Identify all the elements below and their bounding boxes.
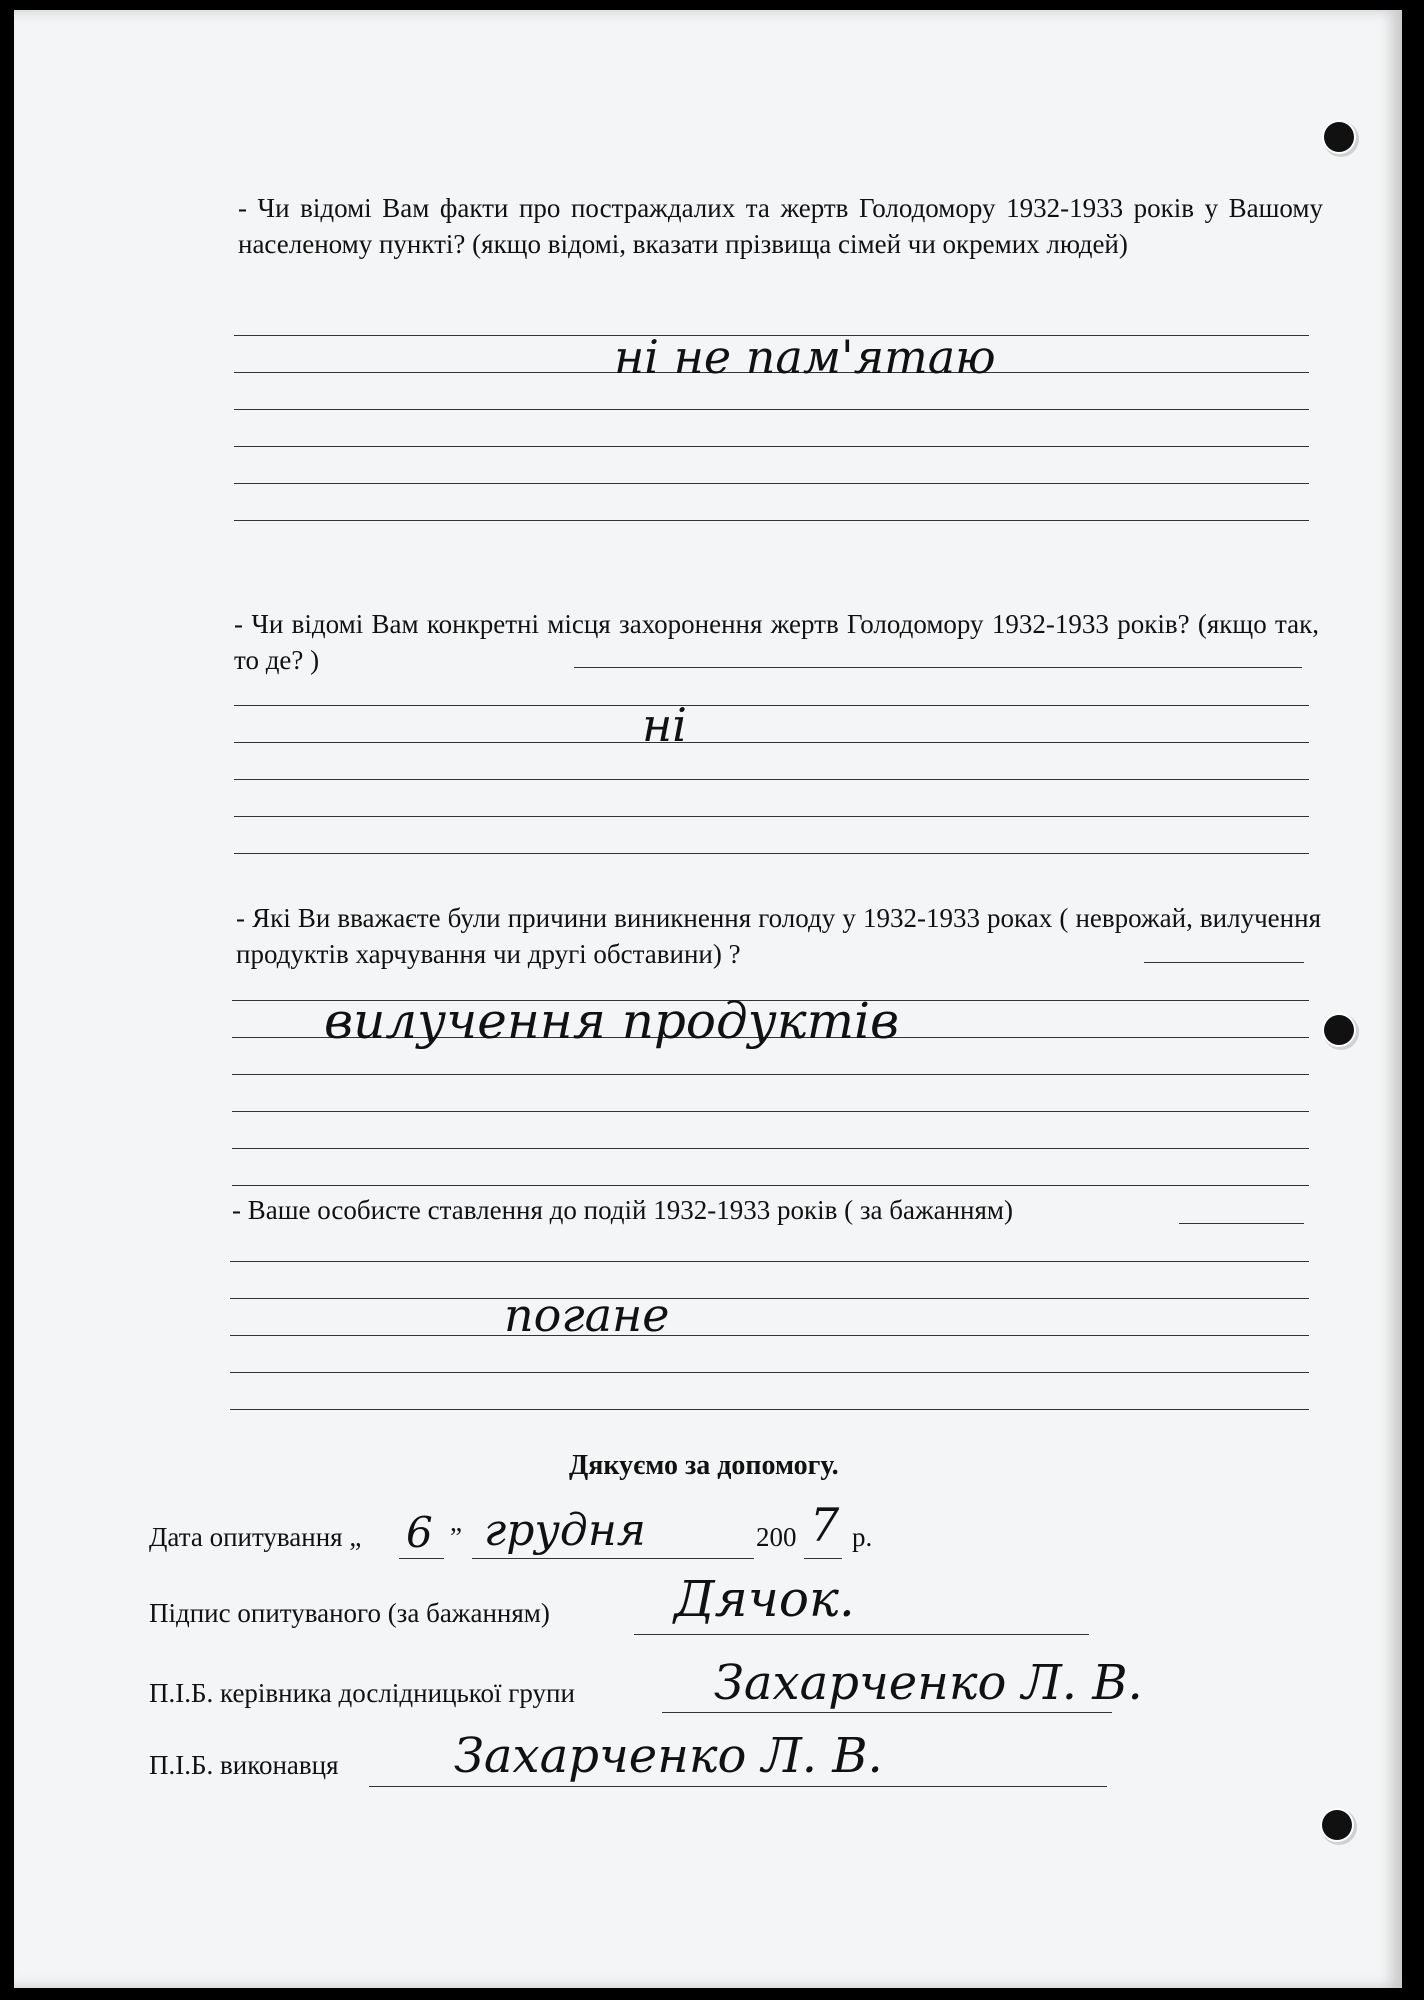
punch-hole-bottom xyxy=(1322,1810,1352,1840)
answer-line xyxy=(234,409,1309,410)
executor-value: Захарченко Л. В. xyxy=(454,1728,883,1784)
signature-line xyxy=(634,1634,1089,1635)
answer-line xyxy=(1144,962,1304,963)
date-year-digit: 7 xyxy=(810,1498,840,1552)
answer-line xyxy=(230,1261,1309,1262)
question-2-answer: ні xyxy=(642,698,688,752)
date-year-suffix: р. xyxy=(852,1522,873,1552)
date-day-line xyxy=(399,1558,444,1559)
date-month: грудня xyxy=(484,1505,646,1556)
question-1-answer: ні не пам'ятаю xyxy=(614,330,996,384)
answer-line xyxy=(234,779,1309,780)
question-1-text: - Чи відомі Вам факти про постраждалих та жертв Голодомору 1932-1933 років у Вашому населеному пункті? (якщо відомі, вказати прізвища сімей чи окремих людей) xyxy=(238,193,1323,259)
lead-line xyxy=(662,1712,1112,1713)
questionnaire-page xyxy=(14,10,1402,1988)
date-quote-close: ” xyxy=(450,1522,462,1552)
question-4-answer: погане xyxy=(504,1288,670,1342)
date-quote-open: „ xyxy=(349,1522,362,1552)
question-2-text: - Чи відомі Вам конкретні місця захоронення жертв Голодомору 1932-1933 років? (якщо так, то де? ) xyxy=(234,609,1319,675)
answer-line xyxy=(234,446,1309,447)
answer-line xyxy=(230,1335,1309,1336)
answer-line xyxy=(1179,1223,1304,1224)
answer-line xyxy=(232,1074,1309,1075)
date-year-line xyxy=(804,1558,842,1559)
answer-line xyxy=(234,816,1309,817)
thanks-heading: Дякуємо за допомогу. xyxy=(569,1450,839,1481)
date-day: 6 xyxy=(406,1508,433,1557)
date-year-prefix: 200 xyxy=(756,1522,797,1552)
answer-line xyxy=(232,1185,1309,1186)
date-label-text: Дата опитування xyxy=(149,1522,343,1552)
date-label xyxy=(149,1522,361,1553)
answer-line xyxy=(232,1148,1309,1149)
question-4-text: - Ваше особисте ставлення до подій 1932-1933 років ( за бажанням) xyxy=(232,1195,1013,1225)
answer-line xyxy=(230,1409,1309,1410)
answer-line xyxy=(232,1111,1309,1112)
signature-value: Дячок. xyxy=(674,1570,855,1628)
answer-line xyxy=(574,667,1302,668)
answer-line xyxy=(234,742,1309,743)
answer-line xyxy=(234,705,1309,706)
answer-line xyxy=(230,1372,1309,1373)
answer-line xyxy=(230,1298,1309,1299)
answer-line xyxy=(234,853,1309,854)
question-3-answer: вилучення продуктів xyxy=(324,992,900,1050)
signature-label: Підпис опитуваного (за бажанням) xyxy=(149,1598,550,1628)
executor-line xyxy=(369,1786,1107,1787)
question-3-text: - Які Ви вважаєте були причини виникнення голоду у 1932-1933 роках ( неврожай, вилучення продуктів харчування чи другі обставини) ? xyxy=(236,903,1321,969)
executor-label: П.І.Б. виконавця xyxy=(149,1750,339,1780)
answer-line xyxy=(234,483,1309,484)
lead-value: Захарченко Л. В. xyxy=(714,1655,1143,1711)
punch-hole-top xyxy=(1324,122,1354,152)
punch-hole-middle xyxy=(1324,1015,1354,1045)
answer-line xyxy=(234,520,1309,521)
date-month-line xyxy=(472,1558,754,1559)
lead-label: П.І.Б. керівника дослідницької групи xyxy=(149,1678,575,1708)
